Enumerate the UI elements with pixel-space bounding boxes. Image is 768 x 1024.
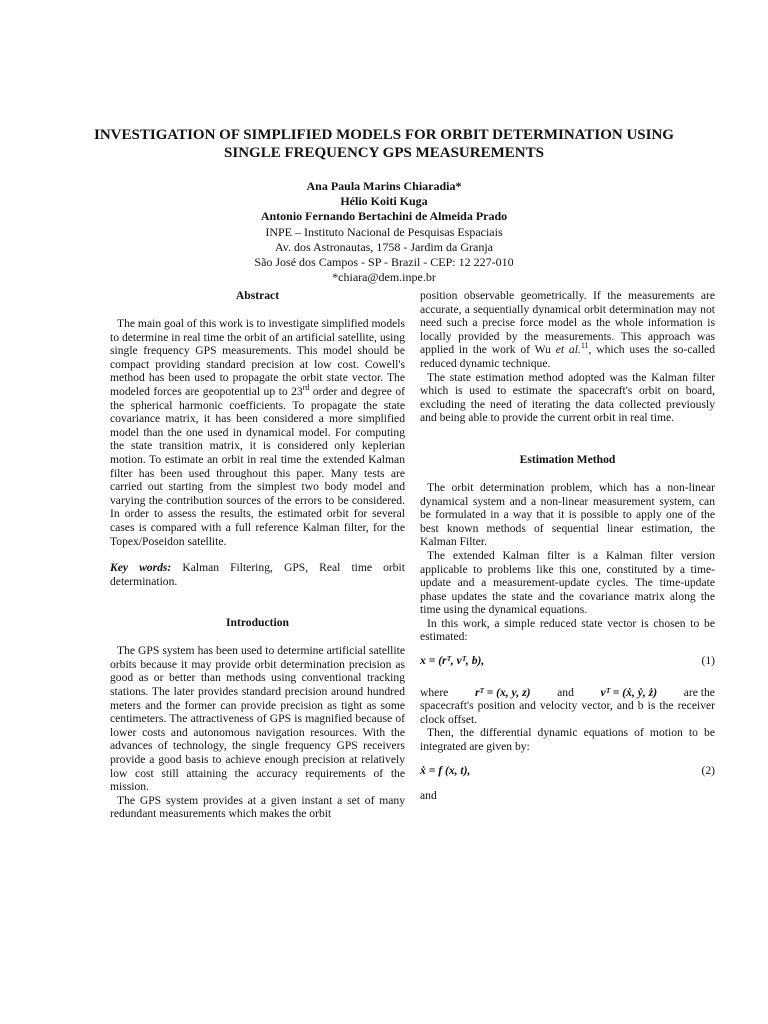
- equation-1: [420, 654, 715, 668]
- abstract-heading: Abstract: [235, 289, 280, 302]
- body-paragraph: The extended Kalman filter is a Kalman filter version applicable to problems like this one, constituted by a time-update and a measurement-update cycles. The time-update phase updates the state and the covariance matrix along the time using the dynamical equations.: [420, 548, 715, 617]
- body-paragraph: The state estimation method adopted was the Kalman filter which is used to estimate the spacecraft's orbit on board, excluding the need of iterating the data collected previously and being able to provide the current orbit in real time.: [420, 370, 715, 425]
- body-paragraph: and: [420, 789, 437, 803]
- keywords-label: Key words:: [110, 561, 172, 575]
- abstract-text: The main goal of this work is to investigate simplified models to determine in real time the orbit of an artificial satellite, using single frequency GPS measurements. This model should be compact providing standard precision at low cost. Cowell's method has been used to propagate the orbit state vector. The modeled forces are geopotential up to 23rd order and degree of the spherical harmonic coefficients. To propagate the state covariance matrix, it has been considered a more simplified model than the one used in dynamical model. For computing the state transition matrix, it is considered only keplerian motion. To estimate an orbit in real time the extended Kalman filter has been used throughout this paper. Many tests are carried out starting from the simplest two body model and varying the contribution sources of the errors to be considered. In order to assess the results, the estimated orbit for several cases is compared with a full reference Kalman filter, for the Topex/Poseidon satellite.: [110, 317, 405, 548]
- estimation-heading: Estimation Method: [519, 452, 616, 466]
- author-name: Ana Paula Marins Chiaradia*: [306, 179, 462, 193]
- right-column: [420, 289, 715, 803]
- body-paragraph: position observable geometrically. If the measurements are accurate, a sequentially dynamical orbit determination may not need such a precise force model as the whole information is locally provided by the measurements. This approach was applied in the work of Wu et al.$^{11}$, which uses the so-called reduced dynamic technique.: [420, 289, 716, 370]
- affiliation: INPE – Instituto Nacional de Pesquisas Espaciais: [265, 224, 503, 239]
- body-paragraph: The orbit determination problem, which has a non-linear dynamical system and a non-linear measurement system, can be formulated in a way that it is possible to apply one of the best known methods of sequential linear estimation, the Kalman Filter.: [420, 480, 715, 549]
- address-line: São José dos Campos - SP - Brazil - CEP: 12 227-010: [254, 255, 514, 270]
- email-link[interactable]: *chiara@dem.inpe.br: [332, 270, 436, 285]
- left-column: [110, 289, 405, 821]
- address-line: Av. dos Astronautas, 1758 - Jardim da Granja: [275, 239, 493, 254]
- title-line-1: INVESTIGATION OF SIMPLIFIED MODELS FOR ORBIT DETERMINATION USING: [94, 127, 674, 143]
- author-name: Antonio Fernando Bertachini de Almeida Prado: [260, 209, 508, 224]
- paper-title: [80, 126, 688, 162]
- equation-body: x = (rᵀ, vᵀ, b),: [420, 654, 485, 668]
- equation-body: ẋ = f (x, t),: [420, 763, 471, 777]
- introduction-paragraph: The GPS system has been used to determine artificial satellite orbits because it may provide orbit determination precision as good as or better than methods using conventional tracking stations. The later provides standard precision around hundred meters and the former can provide precision as tight as some centimeters. The attractiveness of GPS is magnified because of lower costs and autonomous navigation resources. With the advances of technology, the single frequency GPS receivers provide a good basis to achieve enough precision at relatively low cost still attaining the accuracy requirements of the mission.: [110, 644, 405, 794]
- introduction-paragraph: The GPS system provides at a given instant a set of many redundant measurements which makes the orbit: [110, 793, 405, 821]
- body-paragraph: In this work, a simple reduced state vector is chosen to be estimated:: [420, 616, 715, 644]
- introduction-heading: Introduction: [226, 616, 289, 630]
- body-paragraph: Then, the differential dynamic equations of motion to be integrated are given by:: [420, 726, 715, 754]
- where-line: where rᵀ = (x, y, z) and vᵀ = (ẋ, ẏ, ż) are the: [420, 685, 715, 699]
- author-name: Hélio Koiti Kuga: [340, 194, 428, 209]
- author-block: [184, 179, 584, 285]
- equation-number: (2): [701, 763, 715, 777]
- body-paragraph: spacecraft's position and velocity vector, and b is the receiver clock offset.: [420, 699, 715, 726]
- equation-number: (1): [701, 654, 715, 668]
- keywords: Key words: Kalman Filtering, GPS, Real time orbit determination.: [110, 561, 405, 588]
- equation-2: [420, 764, 715, 778]
- title-line-2: SINGLE FREQUENCY GPS MEASUREMENTS: [224, 145, 544, 161]
